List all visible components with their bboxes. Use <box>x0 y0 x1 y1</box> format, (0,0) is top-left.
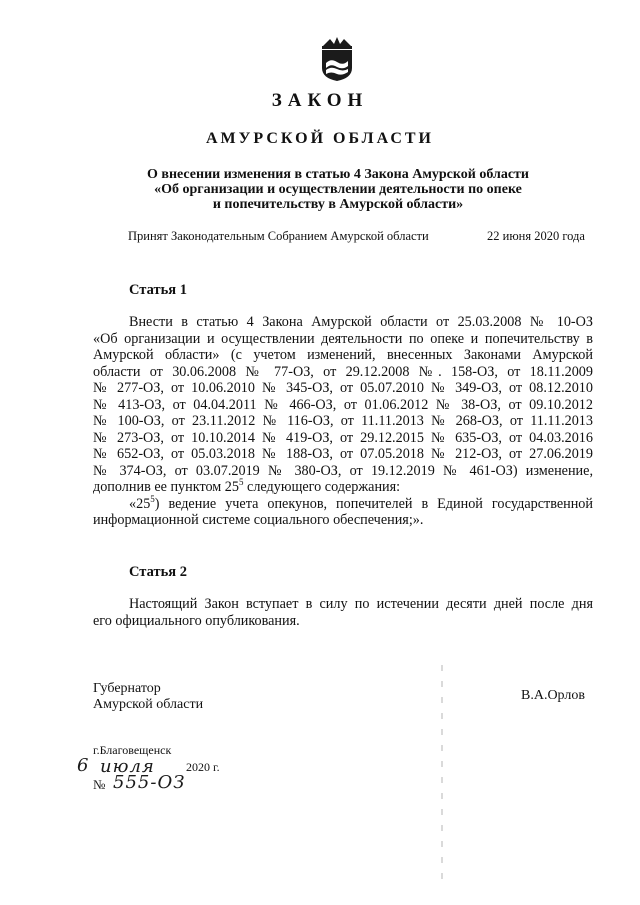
text-line: № 652-ОЗ, от 05.03.2018 № 188-ОЗ, от 07.05.2018 № 212-ОЗ, от 27.06.2019 <box>93 446 593 462</box>
text-line: № 277-ОЗ, от 10.06.2010 № 345-ОЗ, от 05.07.2010 № 349-ОЗ, от 08.12.2010 <box>93 380 593 396</box>
article-1-text <box>93 314 593 529</box>
text-line: № 413-ОЗ, от 04.04.2011 № 466-ОЗ, от 01.06.2012 № 38-ОЗ, от 09.10.2012 <box>93 396 593 413</box>
handwritten-law-number: 555-ОЗ <box>113 772 186 793</box>
article-1-heading: Статья 1 <box>129 282 187 298</box>
text-line: его официального опубликования. <box>93 612 300 629</box>
law-number-label: № <box>93 777 106 792</box>
quote-text: ) ведение учета опекунов, попечителей в Единой государственной <box>154 495 593 512</box>
text-line: № 100-ОЗ, от 23.11.2012 № 116-ОЗ, от 11.11.2013 № 268-ОЗ, от 11.11.2013 <box>93 413 593 429</box>
article-2-text <box>93 596 593 629</box>
subject-line: и попечительству в Амурской области» <box>212 197 464 212</box>
text-line: № 273-ОЗ, от 10.10.2014 № 419-ОЗ, от 29.12.2015 № 635-ОЗ, от 04.03.2016 <box>93 429 593 446</box>
item-intro: дополнив ее пунктом 25 <box>93 479 239 495</box>
signing-place: г.Благовещенск <box>93 743 172 757</box>
quote-open: «25 <box>129 495 151 512</box>
coat-of-arms-icon <box>318 36 356 82</box>
scan-artifact-line <box>441 665 443 885</box>
text-line: «Об организации и осуществлении деятельности по опеке и попечительству в <box>93 330 593 347</box>
handwritten-day: 6 <box>77 755 89 776</box>
text-line: Настоящий Закон вступает в силу по истечении десяти дней после дня <box>129 596 593 612</box>
item-superscript: 5 <box>239 477 244 487</box>
text-line: Амурской области» (с учетом изменений, внесенных Законами Амурской <box>93 347 593 363</box>
text-line: Внести в статью 4 Закона Амурской области от 25.03.2008 № 10-ОЗ <box>129 314 593 330</box>
subject-line: «Об организации и осуществлении деятельности по опеке <box>154 182 522 197</box>
signer-name: В.А.Орлов <box>521 688 585 703</box>
text-line: области от 30.06.2008 № 77-ОЗ, от 29.12.2008 №. 158-ОЗ, от 18.11.2009 <box>93 363 593 380</box>
law-subject <box>0 167 640 212</box>
signing-year: 2020 г. <box>186 760 220 774</box>
item-intro-end: следующего содержания: <box>243 479 401 495</box>
adopted-date: 22 июня 2020 года <box>487 229 585 243</box>
adopted-by: Принят Законодательным Собранием Амурской области <box>128 229 429 243</box>
text-line <box>93 493 593 513</box>
text-line <box>93 479 593 496</box>
signer-title-line: Амурской области <box>93 697 204 712</box>
subject-line: О внесении изменения в статью 4 Закона Амурской области <box>147 167 529 182</box>
document-region: АМУРСКОЙ ОБЛАСТИ <box>206 130 434 147</box>
quote-superscript: 5 <box>150 493 155 504</box>
signer-title <box>93 681 203 713</box>
signer-title-line: Губернатор <box>93 681 161 696</box>
article-2-heading: Статья 2 <box>129 564 187 580</box>
document-title: ЗАКОН <box>271 90 369 111</box>
handwritten-month: июля <box>100 756 155 777</box>
text-line: № 374-ОЗ, от 03.07.2019 № 380-ОЗ, от 19.12.2019 № 461-ОЗ) изменение, <box>93 462 593 479</box>
text-line: информационной системе социального обеспечения;». <box>93 512 424 528</box>
